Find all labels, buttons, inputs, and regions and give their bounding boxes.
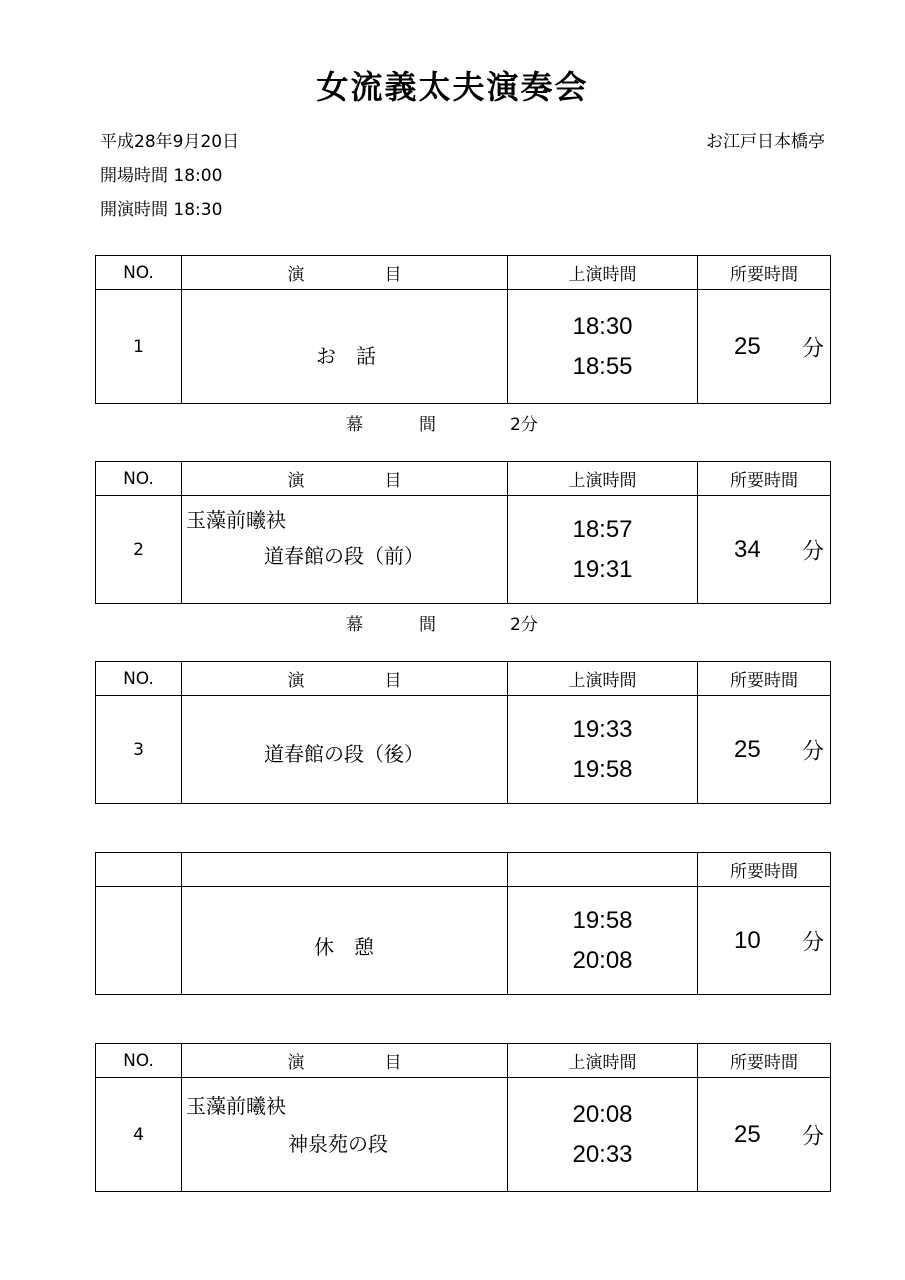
program-title: [182, 887, 508, 995]
start-time: 開演時間 18:30: [100, 200, 223, 220]
program-number: 1: [96, 290, 182, 404]
table-header-row: [96, 462, 831, 496]
start-time-value: 19:58: [572, 906, 633, 934]
title-line: 道春館の段（後）: [264, 742, 424, 766]
duration-unit: 分: [801, 930, 824, 955]
duration-minutes: 34: [734, 535, 761, 563]
performance-times: [508, 696, 698, 804]
performance-times: [508, 887, 698, 995]
performance-times: [508, 290, 698, 404]
col-duration-header: 所要時間: [698, 1044, 831, 1078]
intermission-duration: 2分: [510, 415, 538, 435]
program-title: [182, 696, 508, 804]
col-time-header: 上演時間: [508, 256, 698, 290]
break-table: [95, 852, 831, 995]
title-line: 神泉苑の段: [288, 1132, 388, 1156]
empty-header-cell: [96, 853, 182, 887]
duration: [698, 1078, 831, 1192]
col-duration-header: 所要時間: [698, 662, 831, 696]
performance-times: [508, 496, 698, 604]
col-title-header: 演 目: [182, 462, 508, 496]
intermission-label-a: 幕: [346, 615, 363, 635]
duration-minutes: 10: [734, 926, 761, 954]
table-row: [96, 1078, 831, 1192]
end-time-value: 19:31: [572, 555, 633, 583]
col-no-header: NO.: [96, 662, 182, 696]
program-number: 2: [96, 496, 182, 604]
program-title: [182, 496, 508, 604]
program-number: [96, 887, 182, 995]
table-row: [96, 696, 831, 804]
col-duration-header: 所要時間: [698, 462, 831, 496]
table-header-row: [96, 1044, 831, 1078]
table-header-row: [96, 662, 831, 696]
col-no-header: NO.: [96, 1044, 182, 1078]
end-time-value: 18:55: [572, 352, 633, 380]
col-no-header: NO.: [96, 256, 182, 290]
duration-unit: 分: [801, 539, 824, 564]
empty-header-cell: [182, 853, 508, 887]
end-time-value: 20:33: [572, 1140, 633, 1168]
performance-date: 平成28年9月20日: [100, 132, 240, 152]
table-row: [96, 887, 831, 995]
table-row: [96, 496, 831, 604]
duration-unit: 分: [801, 739, 824, 764]
end-time-value: 19:58: [572, 755, 633, 783]
start-time-value: 18:57: [572, 515, 633, 543]
intermission-label-b: 間: [419, 615, 436, 635]
col-no-header: NO.: [96, 462, 182, 496]
title-line: お 話: [316, 344, 376, 368]
col-title-header: 演 目: [182, 662, 508, 696]
title-line: 道春館の段（前）: [264, 544, 424, 568]
page-title: 女流義太夫演奏会: [316, 68, 589, 106]
table-header-row: [96, 256, 831, 290]
end-time-value: 20:08: [572, 946, 633, 974]
empty-header-cell: [508, 853, 698, 887]
program-number: 3: [96, 696, 182, 804]
program-title: [182, 1078, 508, 1192]
intermission-label-b: 間: [419, 415, 436, 435]
duration-unit: 分: [801, 336, 824, 361]
title-line: 玉藻前曦袂: [186, 1094, 286, 1118]
duration-minutes: 25: [734, 1120, 761, 1148]
col-time-header: 上演時間: [508, 1044, 698, 1078]
duration: [698, 887, 831, 995]
venue-name: お江戸日本橋亭: [706, 132, 825, 152]
doors-open-time: 開場時間 18:00: [100, 166, 223, 186]
col-title-header: 演 目: [182, 1044, 508, 1078]
program-table-2: [95, 461, 831, 604]
program-table-4: [95, 1043, 831, 1192]
title-line: 休 憩: [314, 935, 374, 959]
table-row: [96, 290, 831, 404]
program-title: [182, 290, 508, 404]
duration-unit: 分: [801, 1124, 824, 1149]
start-time-value: 19:33: [572, 715, 633, 743]
duration: [698, 496, 831, 604]
duration: [698, 290, 831, 404]
table-header-row: [96, 853, 831, 887]
performance-times: [508, 1078, 698, 1192]
col-duration-header: 所要時間: [698, 256, 831, 290]
col-title-header: 演 目: [182, 256, 508, 290]
col-time-header: 上演時間: [508, 462, 698, 496]
start-time-value: 20:08: [572, 1100, 633, 1128]
intermission-label-a: 幕: [346, 415, 363, 435]
title-line: 玉藻前曦袂: [186, 508, 286, 532]
duration-minutes: 25: [734, 332, 761, 360]
col-time-header: 上演時間: [508, 662, 698, 696]
program-table-1: [95, 255, 831, 404]
intermission-duration: 2分: [510, 615, 538, 635]
col-duration-header: 所要時間: [698, 853, 831, 887]
program-number: 4: [96, 1078, 182, 1192]
start-time-value: 18:30: [572, 312, 633, 340]
program-table-3: [95, 661, 831, 804]
duration: [698, 696, 831, 804]
duration-minutes: 25: [734, 735, 761, 763]
